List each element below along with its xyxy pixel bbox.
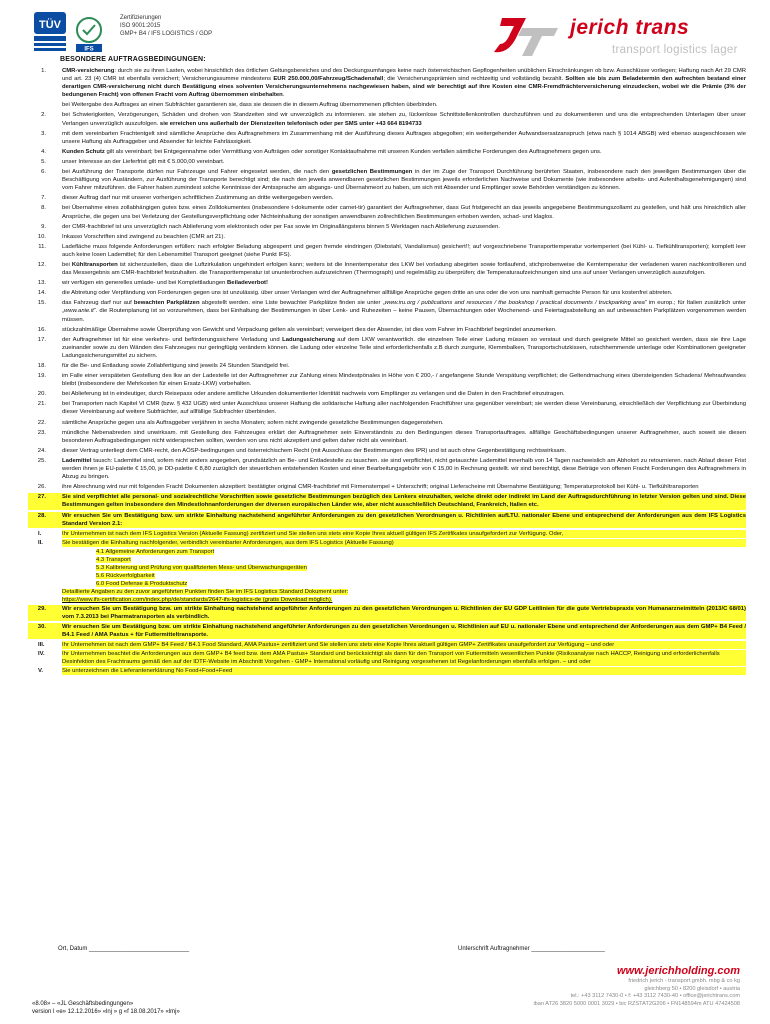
ifs-details-link[interactable]: https://www.ifs-certification.com/index.php/de/standards/2647-ifs-logistics-de (gratis Download möglich). bbox=[62, 597, 333, 604]
sub-condition bbox=[28, 539, 746, 547]
condition-number: 14. bbox=[37, 290, 46, 297]
roman-numeral: I. bbox=[38, 530, 42, 537]
ifs-logo-text: IFS bbox=[84, 46, 94, 53]
sub-condition bbox=[28, 641, 746, 649]
condition-number: 23. bbox=[37, 429, 46, 436]
condition-text: dieser Auftrag darf nur mit unserer vorherigen schriftlichen Zustimmung an dritte weitergegeben werden. bbox=[62, 195, 334, 202]
condition-item bbox=[28, 130, 746, 146]
condition-text: bei Kühltransporten ist sicherzustellen, dass die Luftzirkulation ungehindert erfolgen kann; weiters ist die Innentemperatur des LKW bei vorladung abegirten sowie fortlaufend, stichprobenweise die Kerntemperatur der verladenen waren nachkontrollieren und das Messergebnis am CMR-frachtbrief festzuhalten. die Transporttemperatur ist ununterbrochen aufzuzeichnen (Thermograph) und regelmäßig zu überprüfen; die Temperaturaufzeichnungen sind uns auf unser Verlangen unverzüglich auszufolgen. bbox=[62, 261, 746, 277]
condition-item bbox=[28, 194, 746, 202]
sub-condition bbox=[28, 650, 746, 666]
condition-number: 12. bbox=[37, 261, 46, 268]
condition-item bbox=[28, 493, 746, 509]
condition-number: 2. bbox=[41, 112, 46, 119]
roman-numeral: IV. bbox=[38, 651, 45, 657]
condition-item bbox=[28, 233, 746, 241]
condition-item bbox=[28, 419, 746, 427]
condition-text: Ladefläche muss folgende Anforderungen erfüllen: nach erfolgter Beladung abgesperrt und gegen fremde eindringen (Diebstahl, Vandalismus) gesichert!!; auf vorgeschriebene Transporttemperatur vortemperiert (bei Kühl- u. Tiefkühltransporten); komplett leer auch keine losen Lademittel; für den Lebensmittel Transport geeignet (siehe Punkt IFS). bbox=[62, 243, 746, 258]
condition-number: 5. bbox=[41, 158, 46, 165]
ifs-requirement-line: 4.3 Transport bbox=[96, 556, 131, 563]
condition-text: die Abtretung oder Verpfändung von Forderungen gegen uns ist unzulässig. über unser Verlangen wird der Auftragnehmer allfällige Ansprüche gegen dritte an uns oder die von uns namhaft gemachte Person für uns kostenfrei abtreten. bbox=[62, 290, 673, 297]
condition-text: bei Übernahme eines zollabhängigen gutes bzw. eines Zolldokumentes (insbesondere t-dokumente oder carnet-tir) garantiert der Auftragnehmer, dass Gut fristgerecht an das jeweils angegebene Bestimmungszollamt zu gestellen, und hält uns hinsichtlich aller Ansprüche, die gegen uns bei Verletzung der Gestellungsverpflichtung oder Nichteinhaltung der sonstigen anwendbaren zollrechtlichen Bestimmungen erhoben werden, schad- und klaglos. bbox=[62, 205, 746, 220]
condition-text: Sie sind verpflichtet alle personal- und sozialrechtliche Vorschriften sowie gesetzliche Bestimmungen bezüglich des Lenkers einzuhalten, welche direkt oder indirekt im Land der Auftragsdurchführung in letzter Version gelten und sind. Diese Bestimmungen gelten insbesondere den Mindestlohnanforderungen der diversen europäischen Länder wie, aber nicht ausschließlich Deutschland, Frankreich, Italien etc. bbox=[62, 494, 746, 509]
condition-item bbox=[28, 390, 746, 398]
condition-number: 22. bbox=[37, 419, 46, 426]
condition-text: das Fahrzeug darf nur auf bewachten Parkplätzen abgestellt werden. eine Liste bewachter Parkplätze finden sie unter „www.iru.org / publications and resources / the bookshop / practical documents / truckparking area“ im europ.; für Italien zusätzlich unter „www.anie.it“. die Routenplanung ist so vorzunehmen, dass bei Einhaltung der Bestimmungen in über Lenk- und Ruhezeiten – keine Pausen, Übernachtungen oder Wochenend- und Feiertagsabstellung an auf unbewachten Parkplätzen vorgenommen werden müssen. bbox=[62, 300, 746, 323]
jerich-jt-logo-icon bbox=[492, 14, 562, 60]
condition-text: bei Ablieferung ist in eindeutiger, durch Reisepass oder andere amtliche Urkunden dokumentierter Identität nachweis vom Empfänger zu verlangen und die Daten in den Frachtbrief einzutragen. bbox=[62, 391, 565, 398]
cert-line: ISO 9001:2015 bbox=[120, 23, 161, 29]
condition-number: 3. bbox=[41, 130, 46, 137]
condition-text: unser Interesse an der Lieferfrist gilt mit € 5.000,00 vereinbart. bbox=[62, 158, 225, 165]
condition-number: 27. bbox=[37, 494, 46, 501]
sub-condition-text: Ihr Unternehmen ist nach dem GMP+ B4 Feed / B4.1 Food Standard, AMA Pastus+ zertifiziert und Sie stellen uns stets eine Kopie Ihres aktuell gültigen GMP+ Zertifikates unaufgefordert zur Verfügung – und oder bbox=[62, 641, 746, 649]
condition-text: Inkasso Vorschriften sind zwingend zu beachten (CMR art 21). bbox=[62, 233, 226, 240]
document-version-info bbox=[32, 1000, 180, 1016]
condition-item bbox=[28, 623, 746, 639]
sub-condition-text: Sie bestätigen die Einhaltung nachfolgender, verbindlich vereinbarter Anforderungen, aus dem IFS Logistics (Aktuelle Fassung) bbox=[62, 539, 746, 547]
condition-item bbox=[28, 261, 746, 277]
footer-address: gleichberg 50 • 8200 gleisdorf • austria bbox=[644, 985, 740, 992]
condition-text: der Auftragnehmer ist für eine verkehrs- und beförderungssichere Verladung und Ladungssicherung auf dem LKW verantwortlich. die einzelnen Teile einer Ladung müssen so verstaut und durch geeignete Mittel so gesichert werden, dass sie ihre Lage zueinander sowie zu den Wänden des Fahrzeuges nur geringfügig verändern können. die Ladung oder einzelne Teile sind erforderlichenfalls z.B durch zurrgurte, Klemmbalken, Transportschutzkissen, rutschhemmende unterlage oder Kombinationen geeigneter Ladungssicherungsmittel zu sichern. bbox=[62, 336, 746, 359]
condition-text: Wir ersuchen Sie um Bestätigung bzw. um strikte Einhaltung nachstehend angeführter Anforderungen zu den gesetzlichen Verordnungen u. Richtlinien aufLTU. nationaler Ebene und entsprechend der Anforderungen aus dem IFS Logistics Standard Version 2.1: bbox=[62, 512, 746, 527]
condition-number: 25. bbox=[37, 457, 46, 464]
condition-item bbox=[28, 372, 746, 388]
condition-text: für die Be- und Entladung sowie Zollabfertigung sind jeweils 24 Stunden Standgeld frei. bbox=[62, 363, 290, 369]
sub-condition-text: Ihr Unternehmen beachtet die Anforderungen aus dem GMP+ B4 feed bzw. dem AMA Pastus+ Standard und berücksichtigt als dann für den Transport von Futtermitteln wesentlichen Punkte (Risikoanalyse nach HACCP, Reinigung und erforderlichenfalls Desinfektion des Frachtraums gemäß den auf der IDTF-Website im Abschnitt Vorgehen - GMP+ International vorläufig und Reinigung vorgesehenen ist Regelanforderungen ebenfalls erfolgen. – und oder bbox=[62, 650, 746, 666]
condition-text: wir verfügen ein generelles umlade- und bei Komplettladungen Beiladeverbot! bbox=[62, 280, 268, 287]
condition-text: mit dem vereinbarten Frachtentgelt sind sämtliche Ansprüche des Auftragnehmers im Zusammenhang mit der Ausführung dieses Auftrages abgegolten; ein weitergehender Aufwandsersatzanspruch (etwa nach § 1014 ABGB) wird ebenso ausgeschlossen wie unsere Haftung als Auftraggeber und Absender für leichte Fahrlässigkeit. bbox=[62, 130, 746, 145]
condition-text: bei Weitergabe des Auftrages an einen Subfrächter garantieren sie, dass sie dessen die in diesem Auftrag übernommenen pflichten überbinden. bbox=[62, 102, 438, 109]
condition-item bbox=[28, 279, 746, 287]
condition-item bbox=[28, 429, 746, 445]
condition-number: 1. bbox=[41, 68, 46, 74]
condition-number: 8. bbox=[41, 205, 46, 212]
condition-item bbox=[28, 400, 746, 416]
conditions-list bbox=[28, 67, 746, 676]
condition-number: 11. bbox=[38, 243, 46, 250]
ifs-certification-logo bbox=[74, 16, 104, 54]
condition-item bbox=[28, 168, 746, 192]
contractor-signature-field: Unterschrift Auftragnehmer ______________________ bbox=[458, 946, 605, 952]
condition-number: 6. bbox=[41, 169, 46, 176]
condition-item bbox=[28, 243, 746, 259]
website-link[interactable]: www.jerichholding.com bbox=[616, 965, 740, 977]
sub-condition-text: Sie unterzeichnen die Lieferantenerklärung No Food+Food+Feed bbox=[62, 667, 746, 675]
condition-item bbox=[28, 447, 746, 455]
company-contact-footer bbox=[510, 965, 740, 1008]
condition-number: 15. bbox=[37, 300, 46, 307]
condition-text: der CMR-frachtbrief ist uns unverzüglich nach Ablieferung vom elektronisch oder per Fax sowie im Originallängstens binnen 5 Werktagen nach Ablieferung zuzusenden. bbox=[62, 223, 500, 230]
footer-company: friedrich jerich - transport gmbh. mbg & co kg bbox=[628, 978, 740, 985]
sub-condition bbox=[28, 530, 746, 538]
ifs-requirement-line: 5.3 Kalibrierung und Prüfung von qualifizierten Mess- und Überwachungsgeräten bbox=[96, 565, 307, 572]
footer-version: version l «e» 12.12.2016» «lnj » g «f 18.08.2017» «lmj» bbox=[32, 1009, 180, 1015]
brand-subtitle: transport logistics lager bbox=[612, 44, 738, 56]
condition-item bbox=[28, 101, 746, 109]
roman-numeral: II. bbox=[38, 539, 43, 546]
condition-number: 26. bbox=[37, 484, 46, 491]
ifs-requirement-line: 6.0 Food Defense & Produktschutz bbox=[96, 581, 188, 588]
condition-number: 24. bbox=[37, 447, 46, 454]
condition-text: Kunden Schutz gilt als vereinbart; bei Entgegennahme oder Vermittlung von Aufträgen oder sonstiger Kontaktaufnahme mit unseren Kunden verfallen sämtliche Forderungen des Auftragnehmers gegen uns. bbox=[62, 148, 602, 155]
condition-number: 20. bbox=[37, 391, 46, 398]
condition-text: sämtliche Ansprüche gegen uns als Auftraggeber verjähren in sechs Monaten; sofern nicht zwingende gesetzliche Bestimmungen dagegenstehen. bbox=[62, 419, 444, 426]
condition-number: 10. bbox=[37, 233, 46, 240]
condition-number: 7. bbox=[41, 195, 46, 202]
condition-number: 17. bbox=[37, 336, 46, 343]
condition-item bbox=[28, 605, 746, 621]
sub-condition bbox=[28, 667, 746, 675]
page-title: BESONDERE AUFTRAGSBEDINGUNGEN: bbox=[60, 56, 206, 63]
cert-line: GMP+ B4 / IFS LOGISTICS / GDP bbox=[120, 31, 213, 37]
place-date-field: Ort, Datum ______________________________ bbox=[58, 946, 190, 952]
condition-number: 9. bbox=[41, 223, 46, 230]
condition-text: bei Schwierigkeiten, Verzögerungen, Schäden und drohen von Standzeiten sind wir unverzüglich zu informieren. sie stehen zu, lückenlose Schnittstellenkontrollen durchzuführen und zu dokumentieren und uns die entsprechenden Unterlagen über unser Verlangen unverzüglich auszufolgen. sie erreichen uns außerhalb der Dienstzeiten telefonisch oder per SMS unter +43 664 8194733 bbox=[62, 112, 746, 127]
condition-item bbox=[28, 111, 746, 127]
condition-item bbox=[28, 457, 746, 481]
footer-bank: iban AT26 3820 5000 0001 3029 • bic RZSTAT2G206 • FN148594m ATU 47424508 bbox=[533, 1000, 740, 1007]
company-brand bbox=[492, 14, 742, 60]
condition-number: 28. bbox=[37, 512, 46, 519]
condition-number: 13. bbox=[37, 280, 46, 287]
condition-item bbox=[28, 299, 746, 323]
footer-doc-ref: «8.08» – «JL Geschäftsbedingungen» bbox=[32, 1001, 134, 1007]
brand-name: jerich trans bbox=[570, 16, 690, 39]
roman-numeral: V. bbox=[38, 668, 44, 675]
condition-text: im Falle einer verspäteten Gestellung des lkw an der Ladestelle ist der Auftragnehmer zur Zahlung eines Mindestpönales in Höhe von € 200,- / angefangene Stunde Verspätung verpflichtet; die Geltendmachung eines übersteigenden Schadens/ Mehraufwandes bleibt (insbesondere der Mehrkosten für einen Ersatz-LKW) vorbehalten. bbox=[62, 373, 746, 388]
condition-text: Wir ersuchen Sie um Bestätigung bzw. um strikte Einhaltung nachstehend angeführter Anforderungen zu den gesetzlichen Verordnungen u. Richtlinien der EU GDP Leitlinien für die gute Vertriebspraxis von Humanarzneimitteln (2013/C 68/01) vom 7.3.2013 bei Pharmatransporten als verbindlich. bbox=[62, 605, 746, 620]
condition-item bbox=[28, 289, 746, 297]
ifs-requirement-line: 5.6 Rückverfolgbarkeit bbox=[96, 573, 155, 580]
condition-item bbox=[28, 512, 746, 528]
condition-number: 30. bbox=[37, 623, 46, 630]
condition-item bbox=[28, 158, 746, 166]
condition-item bbox=[28, 362, 746, 370]
condition-number: 16. bbox=[37, 326, 46, 333]
condition-number: 21. bbox=[37, 401, 46, 408]
letterhead bbox=[30, 8, 742, 58]
condition-text: mündliche Nebenabreden sind unwirksam. mit Gestellung des Fahrzeuges erklärt der Auftragnehmer sein Einverständnis zu den Bedingungen dieses Transportauftrages. allfällige Geschäftsbedingungen unserer Auftragnehmer, auch soweit sie diesen besonderen Auftragsbedingungen nicht widersprechen sollten, werden von uns nicht akzeptiert und gelten daher nicht als vereinbart. bbox=[62, 429, 746, 444]
condition-item bbox=[28, 204, 746, 220]
condition-item bbox=[28, 326, 746, 334]
tuv-certification-logo bbox=[30, 8, 70, 54]
condition-item bbox=[28, 67, 746, 99]
condition-number: 4. bbox=[41, 148, 46, 155]
condition-text: bei Ausführung der Transporte dürfen nur Fahrzeuge und Fahrer eingesetzt werden, die nach den gesetzlichen Bestimmungen in der im Zuge der Transport Durchführung berührten Staaten, insbesondere nach den jeweiligen Bestimmungen über die Beschäftigung von Ausländern, zur Ausführung der Transporte berechtigt sind; die nach den jeweils anwendbaren gesetzlichen Bestimmungen jeweils erforderlichen Nachweise und Dokumente (wie insbesondere arbeits- und Aufenthaltsgenehmigungen) sind vom Fahrer mitzuführen. die Fahrer haben zumindest solche Kenntnisse der Amtssprache am abgangs- und Übernahmeort zu haben, um sich mit Absender und Empfänger sowie Behörden verständigen zu können. bbox=[62, 169, 746, 192]
condition-item bbox=[28, 223, 746, 231]
condition-text: dieser Vertrag unterliegt dem CMR-recht, den AÖSP-bedingungen und österreichischem Recht (mit Ausschluss der Bestimmungen des IPR) und ist auch ohne Gegenbestätigung rechtswirksam. bbox=[62, 447, 567, 454]
condition-text: Wir ersuchen Sie um Bestätigung bzw. um strikte Einhaltung nachstehend angeführter Anforderungen zu den gesetzlichen Verordnungen u. Richtlinien auf EU u. nationaler Ebene und entsprechend der Anforderungen aus dem GMP+ B4 Feed / B4.1 Feed / AMA Pastus + für Futtermitteltransporte. bbox=[62, 623, 746, 638]
condition-number: 19. bbox=[37, 373, 46, 380]
condition-item bbox=[28, 336, 746, 360]
tuv-logo-text: TÜV bbox=[39, 19, 61, 31]
condition-text: stückzahlmäßige Übernahme sowie Überprüfung von Gewicht und Verpackung gelten als vereinbart; verweigert dies der Absender, ist dies vom Fahrer im Frachtbrief begründet anzumerken. bbox=[62, 326, 557, 333]
condition-item bbox=[28, 148, 746, 156]
ifs-details-note: Detaillierte Angaben zu den zuvor angeführten Punkten finden Sie im IFS Logistics Standard Dokument unter: bbox=[62, 589, 349, 596]
footer-contact: tel.: +43 3112 7430-0 • f: +43 3112 7430-40 • office@jerichtrans.com bbox=[570, 993, 740, 1000]
condition-number: 18. bbox=[37, 363, 46, 369]
condition-text: ihre Abrechnung wird nur mit folgenden Fracht Dokumenten akzeptiert: bestätigter original CMR-frachtbrief mit Firmenstempel + Unterschrift; original Lieferscheine mit Übernahme Bestätigung; Temperaturprotokoll bei Kühl- u. Tiefkühltransporten bbox=[62, 484, 699, 491]
cert-line: Zertifizierungen bbox=[120, 15, 162, 21]
certifications-block bbox=[120, 14, 212, 38]
roman-numeral: III. bbox=[38, 641, 45, 648]
condition-text: Lademittel tausch: Lademittel sind, sofern nicht anders angegeben, grundsätzlich an Be- und Entladestelle zu tauschen. sie sind verpflichtet, nicht getauschte Lademittel innerhalb von 14 Tagen nachweislich am Abholort zu retournieren. nach Ablauf dieser Frist werden ihnen je EU-palette € 15,00, je DD-palette € 8,80 zuzüglich der steuerlichen entstehenden Kosten und einer Bearbeitungsgebühr von € 15,00 in Rechnung gestellt. wir sind berechtigt, diese Beträge von offenen Fracht Forderungen des Auftragnehmers in Abzug zu bringen. bbox=[62, 457, 746, 481]
condition-number: 29. bbox=[37, 605, 46, 612]
condition-item bbox=[28, 483, 746, 491]
ifs-requirement-line: 4.1 Allgemeine Anforderungen zum Transport bbox=[96, 548, 215, 555]
condition-text: CMR-versicherung: durch sie zu ihren Lasten, wobei hinsichtlich des örtlichen Geltungsbereiches und des Deckungsumfanges keine nach österreichischen Gepflogenheiten unüblichen Einschränkungen ob bzw. Ausschlüsse vorliegen; Haftung nach Art 29 CMR und art. 23 (4) CMR ist ebenfalls versichert; Versicherungssumme mindestens EUR 250.000,00/Fahrzeug/Schadensfall; die Versicherungsprämien sind rechtzeitig und vollständig bezahlt. Sollten sie bis zum Beladetermin den aufrechten bestand einer derartigen CMR-versicherung nicht durch Bestätigung eines solventen Versicherungsunternehmens nachgewiesen haben, sind wir berechtigt auf ihre Kosten eine CMR-Fremdfrächterversicherung einzudecken, wobei wir die Prämie (3% der bedungenen Fracht) von offenen Fracht vom Auftrag übernommen einbehalten. bbox=[62, 68, 746, 99]
condition-text: bei Transporten nach Kapitel VI CMR (bzw. § 432 UGB) wird unter Ausschluss unserer Haftung die solidarische Haftung aller nachfolgenden Frachtführer uns gegenüber vereinbart; sie werden diese Vereinbarung, einschließlich der Verpflichtung zur Überbindung dieser Vereinbarung auf weitere Subfrächter, auf allfällige Subfrachter überbinden. bbox=[62, 401, 746, 416]
sub-condition-text: Ihr Unternehmen ist nach dem IFS Logistics Version (Aktuelle Fassung) zertifiziert und Sie stellen uns stets eine Kopie Ihres aktuell gültigen IFS Zertifikates unaufgefordert zur Verfügung. Oder, bbox=[62, 530, 746, 538]
